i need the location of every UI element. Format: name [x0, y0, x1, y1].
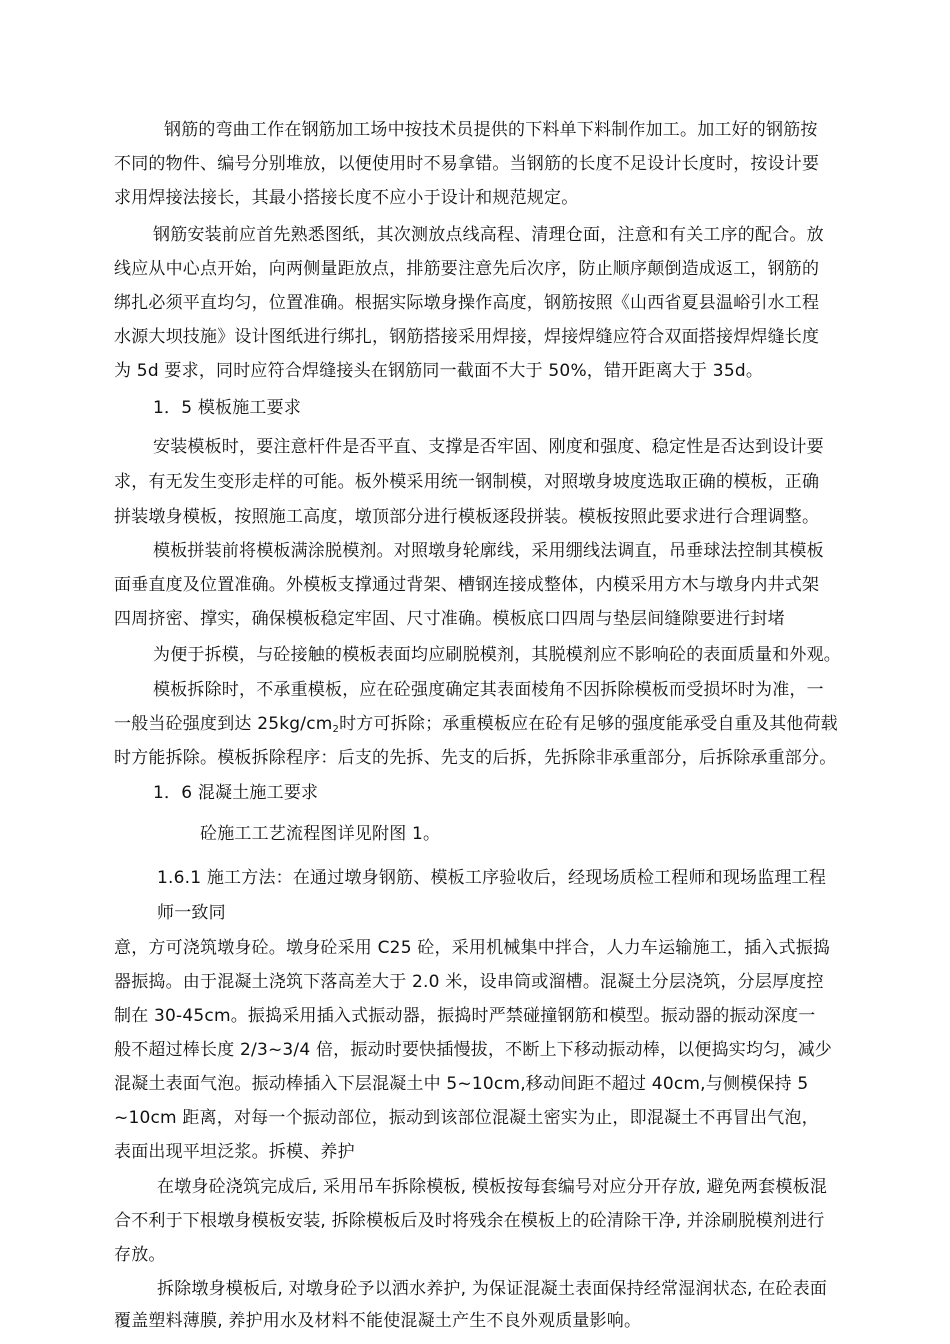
paragraph-line: 为 5d 要求，同时应符合焊缝接头在钢筋同一截面不大于 50%，错开距离大于 35d。	[114, 361, 764, 381]
paragraph-line: 般不超过棒长度 2/3~3/4 倍，振动时要快插慢拔，不断上下移动振动棒，以便捣实均匀，减少	[114, 1040, 832, 1060]
paragraph-line: 安装模板时，要注意杆件是否平直、支撑是否牢固、刚度和强度、稳定性是否达到设计要	[153, 437, 824, 457]
paragraph-line: 线应从中心点开始，向两侧量距放点，排筋要注意先后次序，防止顺序颠倒造成返工，钢筋的	[114, 259, 820, 279]
paragraph-line: 不同的物件、编号分别堆放，以便使用时不易拿错。当钢筋的长度不足设计长度时，按设计要	[114, 154, 820, 174]
paragraph-line	[114, 714, 838, 737]
paragraph-line: 器振捣。由于混凝土浇筑下落高差大于 2.0 米，设串筒或溜槽。混凝土分层浇筑，分层厚度控	[114, 972, 824, 992]
paragraph-line: 为便于拆模，与砼接触的模板表面均应刷脱模剂，其脱模剂应不影响砼的表面质量和外观。	[153, 645, 841, 665]
line-start: 一般当砼强度到达 25kg/cm	[114, 714, 333, 734]
section-heading: 1．6 混凝土施工要求	[153, 783, 319, 803]
paragraph-line: 表面出现平坦泛浆。拆模、养护	[114, 1142, 355, 1162]
paragraph-line: 拆除墩身模板后, 对墩身砼予以洒水养护, 为保证混凝土表面保持经常湿润状态, 在砼表面	[157, 1279, 828, 1299]
paragraph-line: 模板拼装前将模板满涂脱模剂。对照墩身轮廓线，采用绷线法调直，吊垂球法控制其模板	[153, 541, 824, 561]
line-end: 时方可拆除；承重模板应在砼有足够的强度能承受自重及其他荷载	[339, 714, 838, 734]
paragraph-line: 拼装墩身模板，按照施工高度，墩顶部分进行模板逐段拼装。模板按照此要求进行合理调整。	[114, 507, 820, 527]
superscript-2: 2	[332, 724, 340, 735]
paragraph-line: 混凝土表面气泡。振动棒插入下层混凝土中 5~10cm,移动间距不超过 40cm,与侧模保持 5	[114, 1074, 809, 1094]
paragraph-line: 1.6.1 施工方法：在通过墩身钢筋、模板工序验收后，经现场质检工程师和现场监理工程	[157, 868, 827, 888]
paragraph-line: 水源大坝技施》设计图纸进行绑扎，钢筋搭接采用焊接，焊接焊缝应符合双面搭接焊焊缝长度	[114, 327, 820, 347]
paragraph-line: 钢筋安装前应首先熟悉图纸，其次测放点线高程、清理仓面，注意和有关工序的配合。放	[153, 225, 824, 245]
paragraph-line: 钢筋的弯曲工作在钢筋加工场中按技术员提供的下料单下料制作加工。加工好的钢筋按	[164, 120, 818, 140]
paragraph-line: 意，方可浇筑墩身砼。墩身砼采用 C25 砼，采用机械集中拌合，人力车运输施工，插入式振捣	[114, 938, 831, 958]
paragraph-line: 求，有无发生变形走样的可能。板外模采用统一钢制模，对照墩身坡度选取正确的模板，正确	[114, 472, 820, 492]
paragraph-line: 砼施工工艺流程图详见附图 1。	[200, 824, 441, 844]
paragraph-line: 模板拆除时，不承重模板，应在砼强度确定其表面棱角不因拆除模板而受损坏时为准，一	[153, 680, 824, 700]
paragraph-line: ~10cm 距离，对每一个振动部位，振动到该部位混凝土密实为止，即混凝土不再冒出气泡，	[114, 1108, 819, 1128]
paragraph-line: 师一致同	[157, 903, 226, 923]
paragraph-line: 求用焊接法接长，其最小搭接长度不应小于设计和规范规定。	[114, 188, 579, 208]
paragraph-line: 存放。	[114, 1245, 166, 1265]
paragraph-line: 合不利于下根墩身模板安装, 拆除模板后及时将残余在模板上的砼清除干净, 并涂刷脱模剂进行	[114, 1211, 825, 1231]
paragraph-line: 制在 30-45cm。振捣采用插入式振动器，振捣时严禁碰撞钢筋和模型。振动器的振动深度一	[114, 1006, 816, 1026]
section-heading: 1．5 模板施工要求	[153, 398, 302, 418]
paragraph-line: 四周挤密、撑实，确保模板稳定牢固、尺寸准确。模板底口四周与垫层间缝隙要进行封堵	[114, 609, 785, 629]
paragraph-line: 面垂直度及位置准确。外模板支撑通过背架、槽钢连接成整体，内模采用方木与墩身内井式架	[114, 575, 820, 595]
paragraph-line: 时方能拆除。模板拆除程序：后支的先拆、先支的后拆，先拆除非承重部分，后拆除承重部分。	[114, 748, 837, 768]
paragraph-line: 在墩身砼浇筑完成后, 采用吊车拆除模板, 模板按每套编号对应分开存放, 避免两套模板混	[157, 1177, 828, 1197]
paragraph-line: 覆盖塑料薄膜, 养护用水及材料不能使混凝土产生不良外观质量影响。	[114, 1311, 642, 1331]
paragraph-line: 绑扎必须平直均匀，位置准确。根据实际墩身操作高度，钢筋按照《山西省夏县温峪引水工程	[114, 293, 820, 313]
